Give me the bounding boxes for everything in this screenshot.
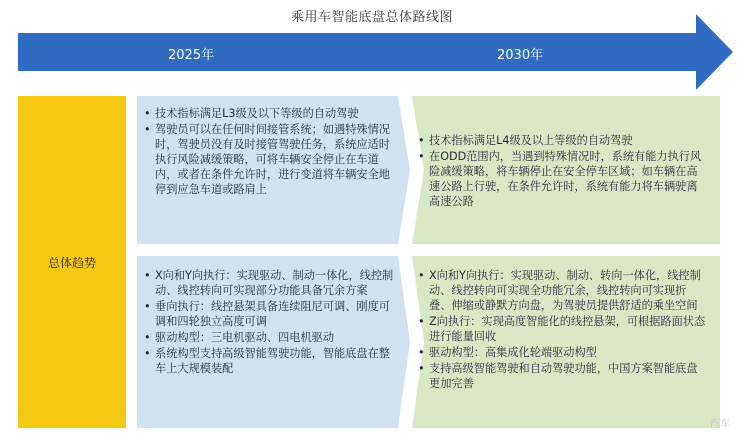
panel-item: • Z向执行：实现高度智能化的线控悬架，可根据路面状态进行能量回收 xyxy=(418,314,708,344)
panel-item: • X向和Y向执行：实现驱动、制动一体化，线控制动、线控转向可实现部分功能具备冗余方案 xyxy=(144,268,394,298)
panel-autonomy-2030 xyxy=(418,133,708,210)
panel-item: • 支持高级智能驾驶和自动驾驶功能，中国方案智能底盘更加完善 xyxy=(418,361,708,391)
panel-item: • 技术指标满足L3级及以下等级的自动驾驶 xyxy=(144,106,394,121)
year-label-2030: 2030年 xyxy=(497,48,544,63)
page-title: 乘用车智能底盘总体路线图 xyxy=(290,10,453,25)
panel-chassis-2030 xyxy=(418,268,708,392)
panel-item: • 技术指标满足L4级及以上等级的自动驾驶 xyxy=(418,133,708,148)
panel-item: • 驾驶员可以在任何时间接管系统；如遇特殊情况时，驾驶员没有及时接管驾驶任务，系统应适时执行风险减缓策略，可将车辆安全停止在车道内，或者在条件允许时，进行变道将车辆安全地停到应急车道或路肩上 xyxy=(144,122,394,197)
panel-item: • 系统构型支持高级智能驾驶功能，智能底盘在整车上大规模装配 xyxy=(144,346,394,376)
year-label-2025: 2025年 xyxy=(168,48,215,63)
panel-chassis-2025 xyxy=(144,268,394,377)
watermark: 汽车 xyxy=(710,419,730,430)
panel-item: • X向和Y向执行：实现驱动、制动、转向一体化，线控制动、线控转向可实现全功能冗余，线控转向可实现折叠、伸缩或静默方向盘，为驾驶员提供舒适的乘坐空间 xyxy=(418,268,708,313)
panel-item: • 驱动构型：高集成化轮端驱动构型 xyxy=(418,345,708,360)
panel-item: • 垂向执行：线控悬架具备连续阻尼可调、刚度可调和四轮独立高度可调 xyxy=(144,299,394,329)
panel-autonomy-2025 xyxy=(144,106,394,198)
panel-item: • 驱动构型：三电机驱动、四电机驱动 xyxy=(144,330,394,345)
trend-label: 总体趋势 xyxy=(47,255,96,270)
panel-item: • 在ODD范围内，当遇到特殊情况时，系统有能力执行风险减缓策略，将车辆停止在安全停车区域；如车辆在高速公路上行驶，在条件允许时，系统有能力将车辆驶离高速公路 xyxy=(418,149,708,209)
